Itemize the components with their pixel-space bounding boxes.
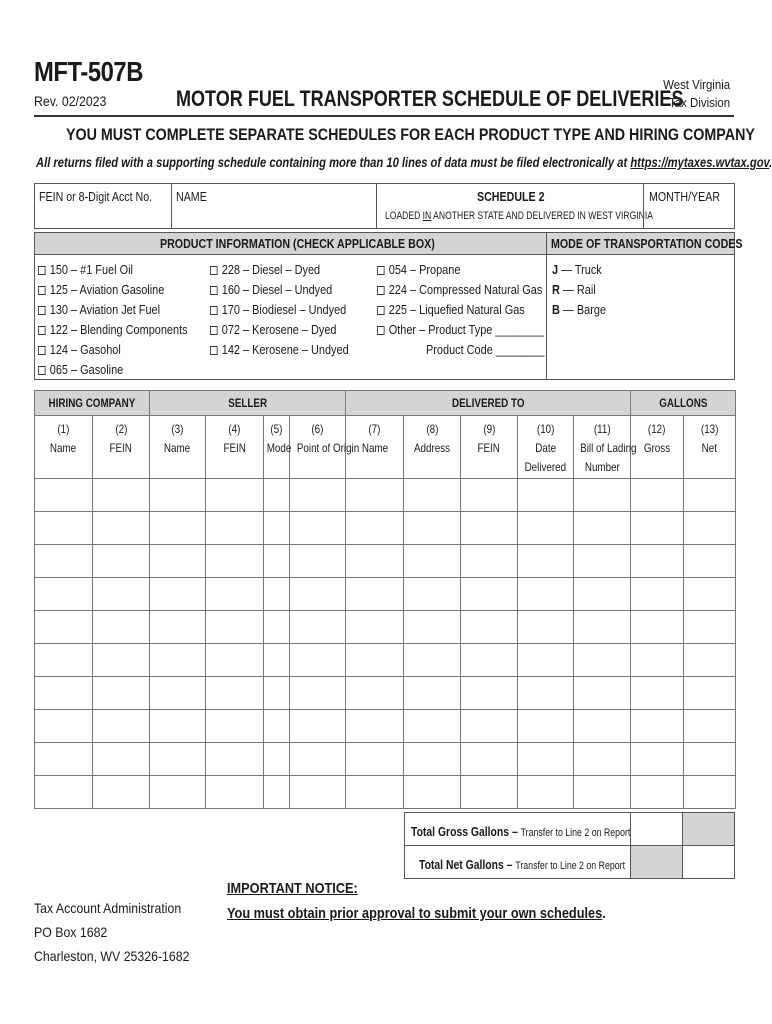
table-cell[interactable] <box>404 611 461 644</box>
table-cell[interactable] <box>684 512 736 545</box>
table-cell[interactable] <box>150 776 206 809</box>
product-option-label: 122 – Blending Components <box>49 322 188 337</box>
product-option-label: 054 – Propane <box>388 262 461 277</box>
group-seller <box>150 391 346 416</box>
table-row <box>35 578 736 611</box>
table-cell[interactable] <box>631 479 684 512</box>
table-cell[interactable] <box>93 677 150 710</box>
table-cell[interactable] <box>290 644 346 677</box>
table-cell[interactable] <box>518 512 574 545</box>
product-option-label: 224 – Compressed Natural Gas <box>388 282 543 297</box>
group-hiring-label: HIRING COMPANY <box>48 396 136 410</box>
table-cell[interactable] <box>518 611 574 644</box>
checkbox[interactable] <box>377 266 385 275</box>
notice-heading: IMPORTANT NOTICE: <box>227 880 358 897</box>
table-cell[interactable] <box>206 710 264 743</box>
product-option-label: Other – Product Type ________ <box>388 322 544 337</box>
transport-code-letter: B <box>552 302 560 317</box>
product-option[interactable] <box>210 322 337 337</box>
total-gross-input[interactable] <box>630 812 683 846</box>
checkbox[interactable] <box>38 326 46 335</box>
transport-heading-bar <box>546 232 743 255</box>
table-cell[interactable] <box>404 776 461 809</box>
table-cell[interactable] <box>518 479 574 512</box>
table-cell[interactable] <box>206 545 264 578</box>
product-option[interactable] <box>38 262 133 277</box>
product-option-label: 170 – Biodiesel – Undyed <box>221 302 347 317</box>
table-cell[interactable] <box>264 479 290 512</box>
total-net-title: Total Net Gallons – <box>419 857 516 872</box>
table-cell[interactable] <box>684 578 736 611</box>
table-cell[interactable] <box>461 545 518 578</box>
column-header-l1: Net <box>701 441 718 455</box>
form-id: MFT-507B <box>34 56 144 87</box>
product-option[interactable] <box>210 262 320 277</box>
table-cell[interactable] <box>461 479 518 512</box>
total-net-note: Transfer to Line 2 on Report <box>515 860 626 872</box>
efile-text: All returns filed with a supporting schedule containing more than 10 lines of data must be filed electronically at <box>36 154 631 170</box>
column-header <box>631 416 684 479</box>
product-option[interactable] <box>38 282 164 297</box>
table-cell[interactable] <box>346 512 404 545</box>
address-line-1: Tax Account Administration <box>34 900 182 916</box>
table-cell[interactable] <box>206 644 264 677</box>
product-option-label: 125 – Aviation Gasoline <box>49 282 165 297</box>
table-cell[interactable] <box>290 710 346 743</box>
checkbox[interactable] <box>210 326 218 335</box>
table-cell[interactable] <box>290 578 346 611</box>
column-header <box>404 416 461 479</box>
product-option[interactable] <box>38 342 121 357</box>
table-cell[interactable] <box>574 677 631 710</box>
checkbox[interactable] <box>38 366 46 375</box>
table-cell[interactable] <box>684 710 736 743</box>
address-line-2: PO Box 1682 <box>34 924 108 940</box>
product-option[interactable] <box>38 322 188 337</box>
checkbox[interactable] <box>38 346 46 355</box>
transport-code-letter: J <box>552 262 559 277</box>
table-cell[interactable] <box>346 578 404 611</box>
table-cell[interactable] <box>346 743 404 776</box>
table-cell[interactable] <box>574 743 631 776</box>
address-line-3: Charleston, WV 25326-1682 <box>34 948 190 964</box>
table-row <box>35 479 736 512</box>
table-cell[interactable] <box>631 545 684 578</box>
table-cell[interactable] <box>518 743 574 776</box>
table-cell[interactable] <box>35 743 93 776</box>
group-header-row <box>35 391 736 416</box>
table-cell[interactable] <box>35 479 93 512</box>
table-cell[interactable] <box>684 743 736 776</box>
column-header <box>684 416 736 479</box>
table-cell[interactable] <box>290 776 346 809</box>
table-cell[interactable] <box>631 578 684 611</box>
column-header-l1: Point of Origin <box>296 441 360 455</box>
transport-code <box>552 302 606 317</box>
column-header <box>574 416 637 479</box>
column-header-num: (2) <box>114 422 128 436</box>
table-cell[interactable] <box>684 545 736 578</box>
column-header-num: (13) <box>700 422 719 436</box>
table-cell[interactable] <box>346 545 404 578</box>
table-cell[interactable] <box>206 677 264 710</box>
table-cell[interactable] <box>404 578 461 611</box>
notice-text <box>227 905 606 922</box>
table-cell[interactable] <box>518 776 574 809</box>
table-cell[interactable] <box>93 776 150 809</box>
total-gross-title: Total Gross Gallons – <box>411 824 521 839</box>
product-option-label: 124 – Gasohol <box>49 342 121 357</box>
group-delivered-to <box>346 391 631 416</box>
column-header <box>518 416 574 479</box>
column-header <box>150 416 206 479</box>
product-option[interactable] <box>38 362 123 377</box>
table-cell[interactable] <box>631 512 684 545</box>
deliveries-table <box>34 390 736 809</box>
schedule-description <box>385 210 653 222</box>
checkbox[interactable] <box>210 286 218 295</box>
total-gross-net-shaded <box>682 812 735 846</box>
column-header-num: (8) <box>426 422 439 436</box>
table-cell[interactable] <box>346 710 404 743</box>
column-header <box>290 416 360 479</box>
table-row <box>35 611 736 644</box>
table-cell[interactable] <box>631 776 684 809</box>
checkbox[interactable] <box>377 286 385 295</box>
column-header-num: (5) <box>270 422 283 436</box>
table-cell[interactable] <box>290 611 346 644</box>
agency-name <box>663 76 730 112</box>
checkbox[interactable] <box>38 306 46 315</box>
table-cell[interactable] <box>150 710 206 743</box>
table-cell[interactable] <box>461 611 518 644</box>
table-cell[interactable] <box>346 776 404 809</box>
table-cell[interactable] <box>150 512 206 545</box>
table-cell[interactable] <box>290 512 346 545</box>
table-cell[interactable] <box>206 743 264 776</box>
table-cell[interactable] <box>35 644 93 677</box>
table-row <box>35 776 736 809</box>
transport-heading: MODE OF TRANSPORTATION CODES <box>551 236 743 251</box>
schedule-desc-b: ANOTHER STATE AND DELIVERED IN WEST VIRGINIA <box>431 210 653 222</box>
table-cell[interactable] <box>264 776 290 809</box>
table-cell[interactable] <box>264 611 290 644</box>
page-title: MOTOR FUEL TRANSPORTER SCHEDULE OF DELIVERIES <box>176 86 684 111</box>
product-info-heading: PRODUCT INFORMATION (CHECK APPLICABLE BOX) <box>160 236 435 251</box>
table-cell[interactable] <box>574 644 631 677</box>
group-hiring-company <box>35 391 150 416</box>
table-cell[interactable] <box>461 578 518 611</box>
month-year-label: MONTH/YEAR <box>649 189 721 204</box>
table-cell[interactable] <box>684 611 736 644</box>
table-cell[interactable] <box>461 677 518 710</box>
table-cell[interactable] <box>35 545 93 578</box>
column-header-num: (7) <box>368 422 381 436</box>
product-option-label: 130 – Aviation Jet Fuel <box>49 302 161 317</box>
product-option-label: 065 – Gasoline <box>49 362 124 377</box>
table-cell[interactable] <box>93 545 150 578</box>
table-cell[interactable] <box>93 578 150 611</box>
transport-code <box>552 262 602 277</box>
checkbox[interactable] <box>377 306 385 315</box>
product-option-label: 150 – #1 Fuel Oil <box>49 262 133 277</box>
schedule-box <box>376 183 653 229</box>
table-cell[interactable] <box>35 677 93 710</box>
total-net-label-box <box>404 845 631 879</box>
table-cell[interactable] <box>290 743 346 776</box>
table-cell[interactable] <box>346 479 404 512</box>
table-cell[interactable] <box>518 578 574 611</box>
table-cell[interactable] <box>461 776 518 809</box>
table-cell[interactable] <box>404 710 461 743</box>
table-cell[interactable] <box>574 611 631 644</box>
agency-line-1: West Virginia <box>663 77 730 92</box>
table-cell[interactable] <box>404 545 461 578</box>
column-header <box>93 416 150 479</box>
table-cell[interactable] <box>518 710 574 743</box>
efile-link[interactable]: https://mytaxes.wvtax.gov <box>630 154 770 170</box>
column-header <box>35 416 93 479</box>
checkbox[interactable] <box>38 266 46 275</box>
table-row <box>35 644 736 677</box>
total-net-gross-shaded <box>630 845 683 879</box>
table-cell[interactable] <box>346 677 404 710</box>
checkbox[interactable] <box>210 266 218 275</box>
title-rule <box>34 115 734 117</box>
product-code-field[interactable]: Product Code ________ <box>426 342 545 357</box>
table-cell[interactable] <box>290 545 346 578</box>
table-cell[interactable] <box>264 644 290 677</box>
table-cell[interactable] <box>206 512 264 545</box>
table-cell[interactable] <box>290 479 346 512</box>
column-header-l2: Number <box>584 460 620 474</box>
column-header-num: (1) <box>57 422 70 436</box>
table-cell[interactable] <box>150 578 206 611</box>
product-info-heading-bar <box>34 232 547 255</box>
transport-code-label: — Rail <box>559 282 596 297</box>
group-delivered-label: DELIVERED TO <box>451 396 525 410</box>
table-cell[interactable] <box>206 578 264 611</box>
total-net-label <box>419 857 625 872</box>
table-cell[interactable] <box>206 776 264 809</box>
column-header <box>461 416 518 479</box>
transport-code-label: — Barge <box>559 302 607 317</box>
product-option-label: 160 – Diesel – Undyed <box>221 282 333 297</box>
column-header-l2: Delivered <box>524 460 567 474</box>
schedule-desc-a: LOADED <box>385 210 423 222</box>
column-header-l1: Bill of Lading <box>580 441 637 455</box>
product-option[interactable] <box>377 262 460 277</box>
total-gross-label-box <box>404 812 631 846</box>
total-net-input[interactable] <box>682 845 735 879</box>
total-gross-label <box>411 824 630 839</box>
table-cell[interactable] <box>35 776 93 809</box>
group-gallons-label: GALLONS <box>658 396 708 410</box>
table-cell[interactable] <box>346 611 404 644</box>
product-option[interactable] <box>377 322 544 337</box>
table-cell[interactable] <box>264 710 290 743</box>
column-header-l1: Mode <box>266 441 292 455</box>
table-cell[interactable] <box>631 611 684 644</box>
table-cell[interactable] <box>150 644 206 677</box>
column-header-l1: FEIN <box>109 441 133 455</box>
table-cell[interactable] <box>93 710 150 743</box>
transport-code-label: — Truck <box>558 262 602 277</box>
table-cell[interactable] <box>574 545 631 578</box>
table-cell[interactable] <box>631 644 684 677</box>
product-option-label: 072 – Kerosene – Dyed <box>221 322 337 337</box>
table-cell[interactable] <box>631 743 684 776</box>
month-year-field[interactable] <box>643 183 735 229</box>
table-cell[interactable] <box>461 743 518 776</box>
table-cell[interactable] <box>150 611 206 644</box>
schedule-desc-in: IN <box>422 210 432 222</box>
table-cell[interactable] <box>404 644 461 677</box>
table-cell[interactable] <box>574 710 631 743</box>
efile-end: . <box>769 154 772 170</box>
table-cell[interactable] <box>264 743 290 776</box>
transport-code <box>552 282 596 297</box>
column-header-l1: Gross <box>643 441 671 455</box>
table-cell[interactable] <box>461 512 518 545</box>
notice-end: . <box>602 905 606 922</box>
product-option[interactable] <box>377 282 542 297</box>
efile-notice <box>36 154 772 170</box>
table-cell[interactable] <box>461 710 518 743</box>
table-cell[interactable] <box>631 710 684 743</box>
table-cell[interactable] <box>461 644 518 677</box>
table-cell[interactable] <box>404 512 461 545</box>
column-header-num: (6) <box>311 422 324 436</box>
table-cell[interactable] <box>574 776 631 809</box>
table-cell[interactable] <box>684 776 736 809</box>
checkbox[interactable] <box>210 306 218 315</box>
table-cell[interactable] <box>574 512 631 545</box>
column-header-num: (4) <box>228 422 241 436</box>
table-cell[interactable] <box>150 545 206 578</box>
table-cell[interactable] <box>574 578 631 611</box>
column-header-num: (3) <box>171 422 184 436</box>
table-cell[interactable] <box>264 677 290 710</box>
agency-line-2: Tax Division <box>668 95 730 110</box>
column-header-l1: Name <box>164 441 191 455</box>
checkbox[interactable] <box>377 326 385 335</box>
column-header <box>264 416 290 479</box>
column-header <box>206 416 264 479</box>
table-row <box>35 710 736 743</box>
table-cell[interactable] <box>264 578 290 611</box>
name-field[interactable] <box>171 183 377 229</box>
product-option[interactable] <box>210 282 332 297</box>
table-row <box>35 743 736 776</box>
table-cell[interactable] <box>93 644 150 677</box>
table-cell[interactable] <box>346 644 404 677</box>
table-row <box>35 545 736 578</box>
table-cell[interactable] <box>93 512 150 545</box>
product-option[interactable] <box>210 302 346 317</box>
table-cell[interactable] <box>404 479 461 512</box>
table-cell[interactable] <box>264 545 290 578</box>
table-cell[interactable] <box>35 578 93 611</box>
table-cell[interactable] <box>518 644 574 677</box>
column-header-l1: Date <box>535 441 556 455</box>
table-cell[interactable] <box>574 479 631 512</box>
product-option-label: 225 – Liquefied Natural Gas <box>388 302 525 317</box>
column-header-num: (9) <box>483 422 496 436</box>
table-cell[interactable] <box>518 677 574 710</box>
table-cell[interactable] <box>206 611 264 644</box>
schedule-label: SCHEDULE 2 <box>477 189 545 204</box>
table-cell[interactable] <box>518 545 574 578</box>
column-header-l1: FEIN <box>477 441 501 455</box>
column-header-l1: Name <box>50 441 77 455</box>
table-cell[interactable] <box>35 611 93 644</box>
checkbox[interactable] <box>210 346 218 355</box>
table-cell[interactable] <box>150 743 206 776</box>
product-option[interactable] <box>38 302 160 317</box>
table-cell[interactable] <box>93 479 150 512</box>
table-row <box>35 677 736 710</box>
subtitle: YOU MUST COMPLETE SEPARATE SCHEDULES FOR EACH PRODUCT TYPE AND HIRING COMPANY <box>66 125 755 144</box>
product-option-label: 228 – Diesel – Dyed <box>221 262 321 277</box>
column-header-num: (11) <box>593 422 611 436</box>
table-cell[interactable] <box>206 479 264 512</box>
column-header-num: (12) <box>648 422 666 436</box>
table-cell[interactable] <box>684 644 736 677</box>
table-cell[interactable] <box>404 743 461 776</box>
fein-field[interactable] <box>34 183 172 229</box>
name-label: NAME <box>176 189 207 204</box>
table-cell[interactable] <box>93 611 150 644</box>
table-row <box>35 512 736 545</box>
group-gallons <box>631 391 736 416</box>
total-gross-note: Transfer to Line 2 on Report <box>520 827 631 839</box>
table-cell[interactable] <box>684 479 736 512</box>
table-cell[interactable] <box>93 743 150 776</box>
table-cell[interactable] <box>684 677 736 710</box>
fein-label: FEIN or 8-Digit Acct No. <box>39 189 153 204</box>
notice-body: You must obtain prior approval to submit your own schedules <box>227 905 603 922</box>
column-header-row <box>35 416 736 479</box>
table-cell[interactable] <box>150 479 206 512</box>
product-option-label: 142 – Kerosene – Undyed <box>221 342 349 357</box>
table-cell[interactable] <box>264 512 290 545</box>
table-cell[interactable] <box>631 677 684 710</box>
column-header-l1: Address <box>413 441 451 455</box>
product-option[interactable] <box>210 342 349 357</box>
column-header-l1: FEIN <box>223 441 246 455</box>
table-cell[interactable] <box>35 512 93 545</box>
column-header-l1: Name <box>361 441 388 455</box>
checkbox[interactable] <box>38 286 46 295</box>
revision-date: Rev. 02/2023 <box>34 93 107 109</box>
product-option[interactable] <box>377 302 525 317</box>
transport-code-letter: R <box>552 282 560 297</box>
group-seller-label: SELLER <box>228 396 267 410</box>
table-cell[interactable] <box>150 677 206 710</box>
table-cell[interactable] <box>404 677 461 710</box>
table-cell[interactable] <box>35 710 93 743</box>
table-cell[interactable] <box>290 677 346 710</box>
column-header-num: (10) <box>536 422 555 436</box>
